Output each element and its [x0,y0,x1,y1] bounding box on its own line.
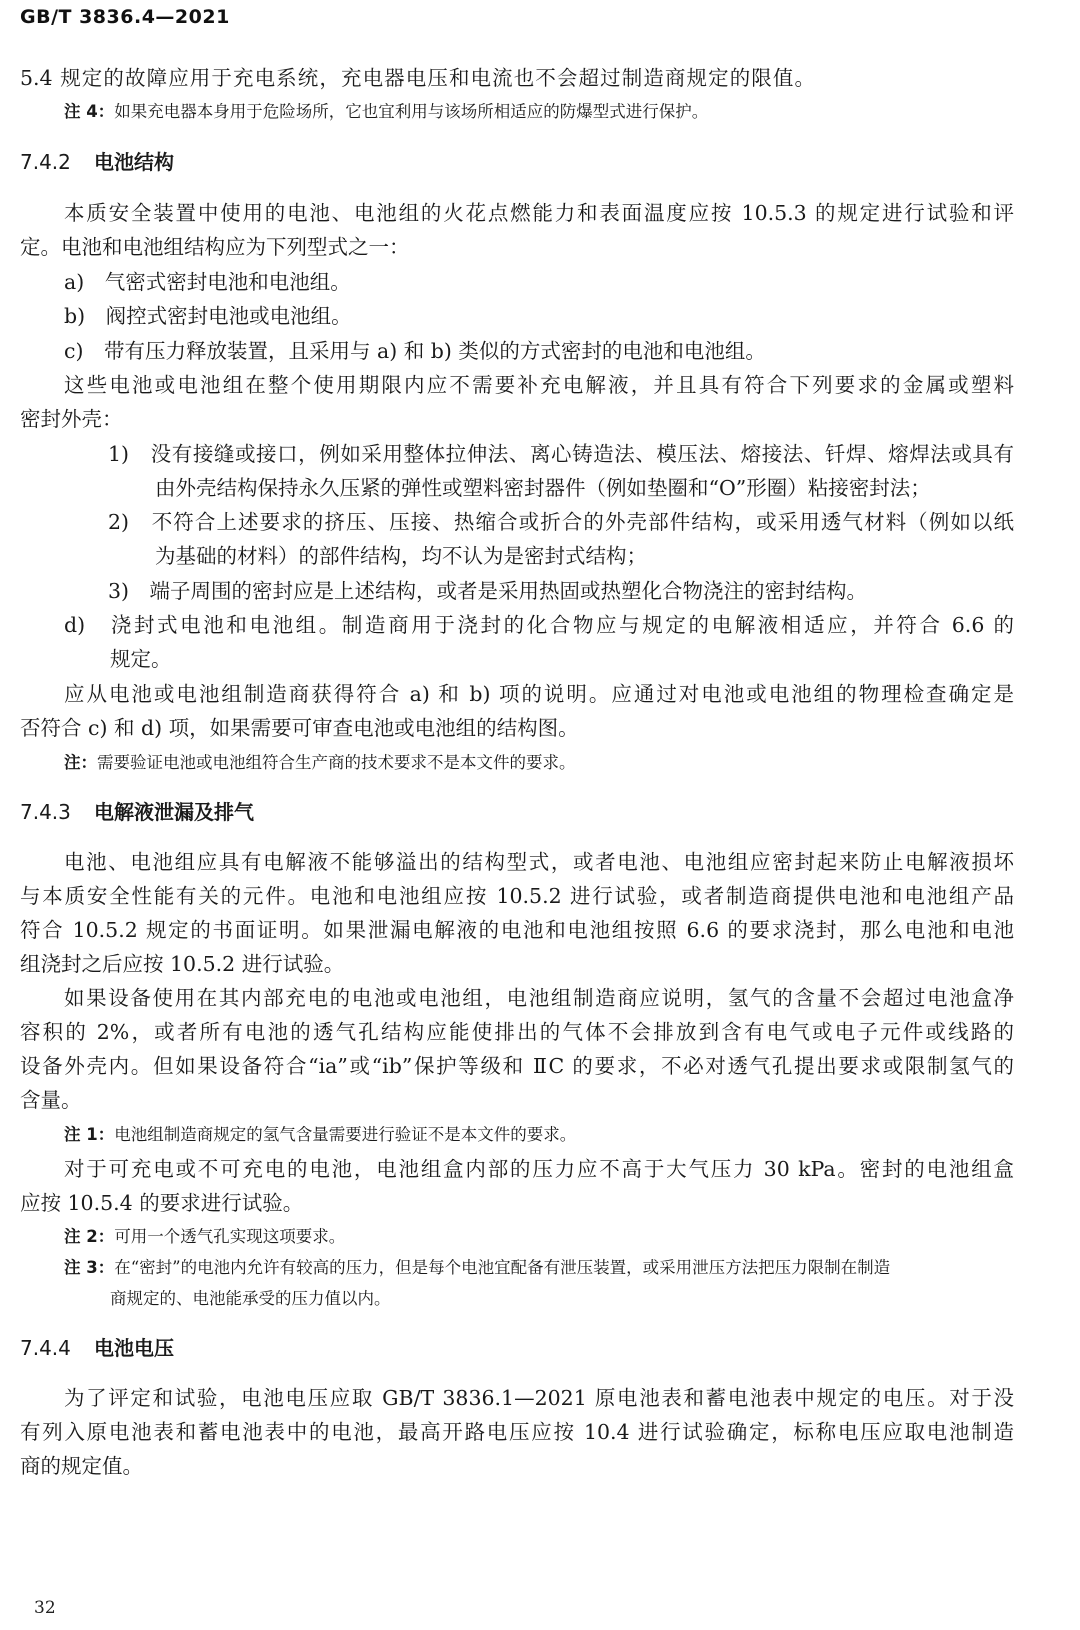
section-title: 电池结构 [94,150,174,174]
section-number: 7.4.2 [20,150,71,174]
paragraph-line: 有列入原电池表和蓄电池表中的电池，最高开路电压应按 10.4 进行试验确定，标称电压应取电池制造 [20,1420,1014,1444]
sub-list-item-2-cont: 为基础的材料）的部件结构，均不认为是密封式结构； [155,544,647,568]
paragraph-line: 否符合 c) 和 d) 项，如果需要可审查电池或电池组的结构图。 [20,716,579,740]
note-label: 注 2： [64,1227,115,1246]
note-label: 注 3： [64,1258,115,1277]
paragraph-line: 商的规定值。 [20,1454,143,1478]
sub-list-item-1-cont: 由外壳结构保持永久压紧的弹性或塑料密封器件（例如垫圈和“O”形圈）粘接密封法； [155,476,931,500]
list-item-b: b) 阀控式密封电池或电池组。 [64,304,352,328]
note-text: 如果充电器本身用于危险场所，它也宜利用与该场所相适应的防爆型式进行保护。 [114,102,709,121]
section-heading-7-4-4 [20,1336,174,1360]
note-text: 需要验证电池或电池组符合生产商的技术要求不是本文件的要求。 [97,753,576,772]
paragraph-line: 这些电池或电池组在整个使用期限内应不需要补充电解液，并且具有符合下列要求的金属或塑料 [64,373,1014,397]
section-title: 电池电压 [94,1336,174,1360]
standard-code-header: GB/T 3836.4—2021 [20,6,230,28]
note-3-cont: 商规定的、电池能承受的压力值以内。 [110,1289,391,1308]
page-number: 32 [34,1598,56,1618]
sub-list-item-1: 1) 没有接缝或接口，例如采用整体拉伸法、离心铸造法、模压法、熔接法、钎焊、熔焊法或具有 [108,442,1014,466]
list-item-a: a) 气密式密封电池和电池组。 [64,270,351,294]
note-4 [64,102,708,122]
paragraph-line: 符合 10.5.2 规定的书面证明。如果泄漏电解液的电池和电池组按照 6.6 的要求浇封，那么电池和电池 [20,918,1014,942]
paragraph-line: 组浇封之后应按 10.5.2 进行试验。 [20,952,345,976]
note-1 [64,1125,576,1145]
paragraph-line: 本质安全装置中使用的电池、电池组的火花点燃能力和表面温度应按 10.5.3 的规定进行试验和评 [64,201,1014,225]
paragraph-line: 电池、电池组应具有电解液不能够溢出的结构型式，或者电池、电池组应密封起来防止电解液损坏 [64,850,1014,874]
paragraph-line: 对于可充电或不可充电的电池，电池组盒内部的压力应不高于大气压力 30 kPa。密封的电池组盒 [64,1157,1014,1181]
paragraph-line: 与本质安全性能有关的元件。电池和电池组应按 10.5.2 进行试验，或者制造商提供电池和电池组产品 [20,884,1014,908]
note-label: 注： [64,753,97,772]
note-label: 注 4： [64,102,115,121]
paragraph-line: 如果设备使用在其内部充电的电池或电池组，电池组制造商应说明，氢气的含量不会超过电池盒净 [64,986,1014,1010]
note [64,753,576,773]
paragraph-line: 为了评定和试验，电池电压应取 GB/T 3836.1—2021 原电池表和蓄电池表中规定的电压。对于没 [64,1386,1014,1410]
list-item-c: c) 带有压力释放装置，且采用与 a) 和 b) 类似的方式密封的电池和电池组。 [64,339,766,363]
note-3 [64,1258,1014,1278]
sub-list-item-3: 3) 端子周围的密封应是上述结构，或者是采用热固或热塑化合物浇注的密封结构。 [108,579,868,603]
paragraph-line: 5.4 规定的故障应用于充电系统，充电器电压和电流也不会超过制造商规定的限值。 [20,66,815,90]
paragraph-line: 容积的 2%，或者所有电池的透气孔结构应能使排出的气体不会排放到含有电气或电子元件或线路的 [20,1020,1014,1044]
paragraph-line: 设备外壳内。但如果设备符合“ia”或“ib”保护等级和 ⅡC 的要求，不必对透气孔提出要求或限制氢气的 [20,1054,1014,1078]
section-title: 电解液泄漏及排气 [94,800,254,824]
paragraph-line: 应从电池或电池组制造商获得符合 a) 和 b) 项的说明。应通过对电池或电池组的物理检查确定是 [64,682,1014,706]
note-text: 电池组制造商规定的氢气含量需要进行验证不是本文件的要求。 [114,1125,577,1144]
note-text: 在“密封”的电池内允许有较高的压力，但是每个电池宜配备有泄压装置，或采用泄压方法把压力限制在制造 [114,1258,891,1277]
note-label: 注 1： [64,1125,115,1144]
paragraph-line: 含量。 [20,1088,82,1112]
sub-list-item-2: 2) 不符合上述要求的挤压、压接、热缩合或折合的外壳部件结构，或采用透气材料（例如以纸 [108,510,1014,534]
section-number: 7.4.4 [20,1336,71,1360]
paragraph-line: 应按 10.5.4 的要求进行试验。 [20,1191,304,1215]
list-item-d: d) 浇封式电池和电池组。制造商用于浇封的化合物应与规定的电解液相适应，并符合 6.6 的 [64,613,1014,637]
note-2 [64,1227,345,1247]
paragraph-line: 定。电池和电池组结构应为下列型式之一： [20,235,410,259]
list-item-d-cont: 规定。 [110,647,172,671]
paragraph-line: 密封外壳： [20,407,123,431]
section-heading-7-4-3 [20,800,254,824]
section-number: 7.4.3 [20,800,71,824]
note-text: 可用一个透气孔实现这项要求。 [114,1227,346,1246]
section-heading-7-4-2 [20,150,174,174]
